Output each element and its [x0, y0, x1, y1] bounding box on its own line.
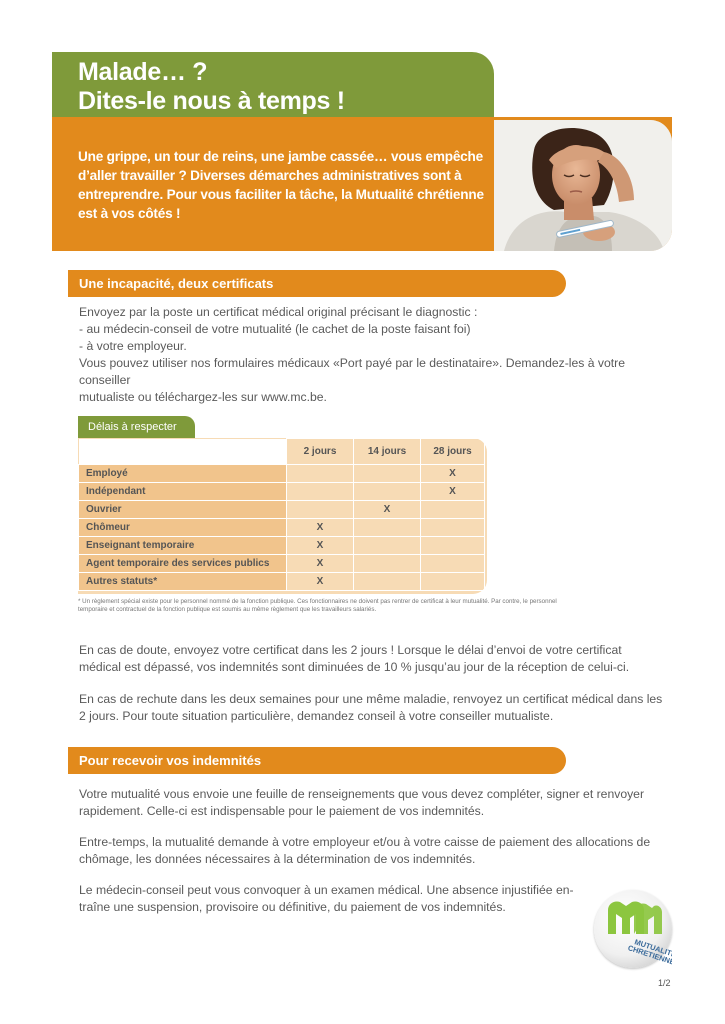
section-heading-certificats: Une incapacité, deux certificats — [68, 270, 566, 297]
footnote-line: * Un règlement spécial existe pour le personnel nommé de la fonction publique. Ces fonctionnaires ne doivent pas rentrer de certificat à leur mutualité. Par contre, le personnel — [78, 598, 557, 605]
table-cell: X — [287, 555, 354, 573]
page-number: 1/2 — [658, 978, 671, 988]
row-label: Autres statuts* — [79, 573, 287, 591]
indemnites-line: chômage, les données nécessaires à la détermination de vos indemnités. — [79, 852, 476, 866]
table-cell: X — [421, 483, 485, 501]
certificats-line: Vous pouvez utiliser nos formulaires médicaux «Port payé par le destinataire». Demandez-les à votre conseiller — [79, 356, 626, 387]
footnote-line: temporaire et contractuel de la fonction publique est soumis au même règlement que les travailleurs salariés. — [78, 605, 377, 613]
logo-line2: CHRETIENNE — [626, 943, 672, 967]
hero-title-box — [52, 52, 494, 117]
table-header-row — [79, 439, 485, 465]
certificats-line: - au médecin-conseil de votre mutualité (le cachet de la poste faisant foi) — [79, 322, 471, 336]
table-cell — [421, 537, 485, 555]
table-cell — [421, 555, 485, 573]
logo-mark-icon — [594, 890, 672, 968]
hero-intro-text: Une grippe, un tour de reins, une jambe cassée… vous empêche d’aller travailler ? Diverses démarches administratives sont à entreprendre. Pour vous faciliter la tâche, la Mutualité chrétienne est à vos côtés ! — [78, 149, 484, 221]
table-cell: X — [287, 573, 354, 591]
table-footnote — [78, 598, 598, 613]
indemnites-line: traîne une suspension, provisoire ou définitive, du paiement de vos indemnités. — [79, 900, 506, 914]
table-cell — [287, 483, 354, 501]
row-label: Indépendant — [79, 483, 287, 501]
row-label: Employé — [79, 465, 287, 483]
table-row — [79, 519, 485, 537]
table-cell — [354, 573, 421, 591]
column-header-28-jours: 28 jours — [421, 439, 485, 465]
doubt-line: médical est dépassé, vos indemnités sont diminuées de 10 % jusqu’au jour de la réception de celui-ci. — [79, 660, 630, 674]
table-header-blank — [79, 439, 287, 465]
logo-line1: MUTUALITÉ — [633, 937, 672, 960]
rechute-line: 2 jours. Pour toute situation particulière, demandez conseil à votre conseiller mutualiste. — [79, 709, 554, 723]
indemnites-paragraph-1 — [79, 786, 669, 820]
rechute-paragraph — [79, 691, 669, 725]
table-row — [79, 573, 485, 591]
table-cell: X — [287, 519, 354, 537]
indemnites-line: Le médecin-conseil peut vous convoquer à un examen médical. Une absence injustifiée en- — [79, 883, 574, 897]
indemnites-paragraph-3 — [79, 882, 669, 916]
table-cell — [421, 501, 485, 519]
sick-woman-illustration — [494, 120, 672, 251]
table-cell — [287, 501, 354, 519]
row-label: Ouvrier — [79, 501, 287, 519]
column-header-14-jours: 14 jours — [354, 439, 421, 465]
row-label: Agent temporaire des services publics — [79, 555, 287, 573]
section-heading-indemnites: Pour recevoir vos indemnités — [68, 747, 566, 774]
certificats-line: - à votre employeur. — [79, 339, 187, 353]
indemnites-paragraph-2 — [79, 834, 669, 868]
table-cell: X — [421, 465, 485, 483]
page-title-line2: Dites-le nous à temps ! — [78, 87, 345, 115]
table-cell: X — [354, 501, 421, 519]
doubt-paragraph — [79, 642, 669, 676]
table-cell — [421, 519, 485, 537]
certificats-paragraph — [79, 304, 669, 406]
table-cell — [354, 555, 421, 573]
column-header-2-jours: 2 jours — [287, 439, 354, 465]
indemnites-line: Entre-temps, la mutualité demande à votre employeur et/ou à votre caisse de paiement des allocations de — [79, 835, 651, 849]
delais-table — [78, 438, 485, 591]
table-row — [79, 537, 485, 555]
mutualite-chretienne-logo — [594, 890, 672, 968]
page-title-line1: Malade… ? — [78, 58, 208, 86]
table-cell — [287, 465, 354, 483]
sick-woman-photo — [494, 120, 672, 251]
indemnites-line: Votre mutualité vous envoie une feuille de renseignements que vous devez compléter, signer et renvoyer — [79, 787, 645, 801]
table-cell — [421, 573, 485, 591]
table-cell — [354, 537, 421, 555]
row-label: Enseignant temporaire — [79, 537, 287, 555]
delais-tab: Délais à respecter — [78, 416, 195, 438]
table-cell — [354, 483, 421, 501]
table-row — [79, 501, 485, 519]
row-label: Chômeur — [79, 519, 287, 537]
doubt-line: En cas de doute, envoyez votre certificat dans les 2 jours ! Lorsque le délai d’envoi de votre certificat — [79, 643, 622, 657]
table-cell: X — [287, 537, 354, 555]
table-cell — [354, 465, 421, 483]
rechute-line: En cas de rechute dans les deux semaines pour une même maladie, renvoyez un certificat médical dans les — [79, 692, 663, 706]
indemnites-line: rapidement. Celle-ci est indispensable pour le paiement de vos indemnités. — [79, 804, 485, 818]
table-row — [79, 465, 485, 483]
table-row — [79, 483, 485, 501]
table-row — [79, 555, 485, 573]
delais-table-container — [78, 438, 487, 594]
certificats-line: mutualiste ou téléchargez-les sur www.mc.be. — [79, 390, 327, 404]
table-cell — [354, 519, 421, 537]
certificats-line: Envoyez par la poste un certificat médical original précisant le diagnostic : — [79, 305, 478, 319]
